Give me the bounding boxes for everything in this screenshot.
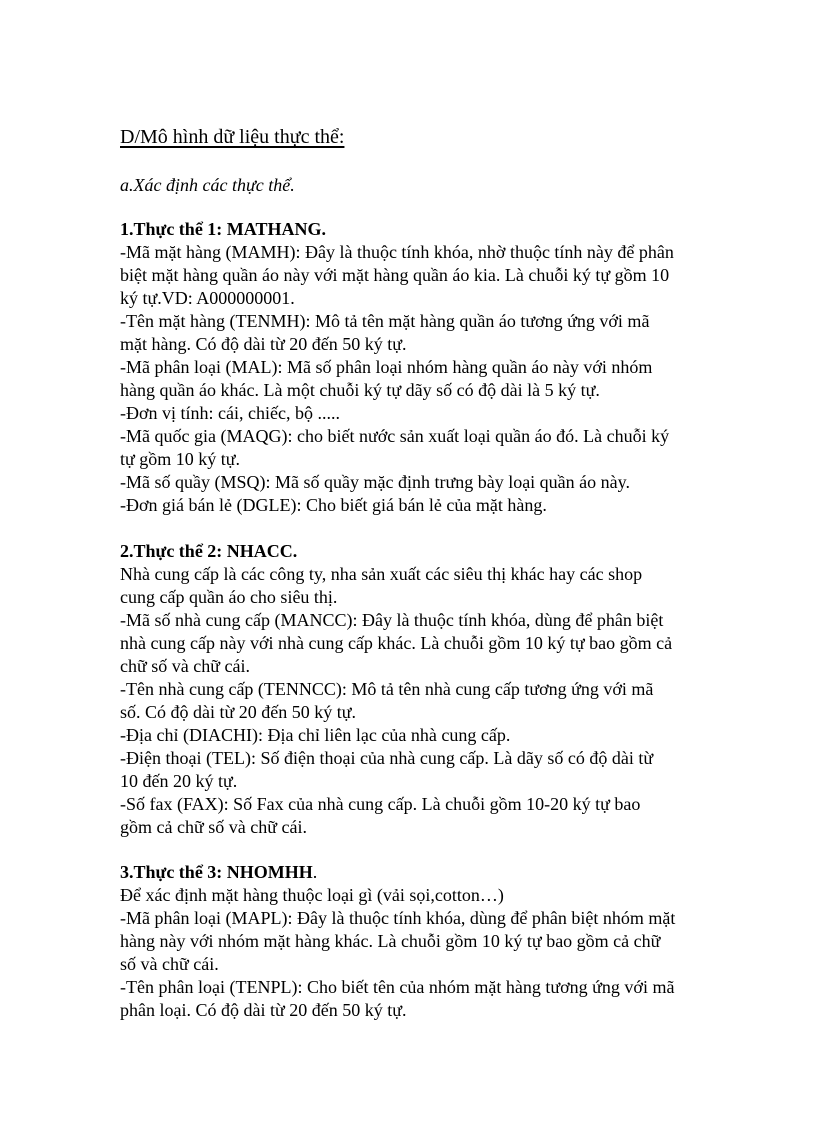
paragraph-line: -Điện thoại (TEL): Số điện thoại của nhà cung cấp. Là dãy số có độ dài từ — [120, 748, 654, 768]
entity-title-text: 3.Thực thể 3: NHOMHH — [120, 862, 313, 882]
paragraph-line: chữ số và chữ cái. — [120, 656, 250, 676]
paragraph-line: -Đơn giá bán lẻ (DGLE): Cho biết giá bán lẻ của mặt hàng. — [120, 495, 547, 515]
paragraph-line: -Mã số nhà cung cấp (MANCC): Đây là thuộc tính khóa, dùng để phân biệt — [120, 610, 664, 630]
paragraph-line: -Mã mặt hàng (MAMH): Đây là thuộc tính khóa, nhờ thuộc tính này để phân — [120, 242, 674, 262]
paragraph-line: hàng này với nhóm mặt hàng khác. Là chuỗi gồm 10 ký tự bao gồm cả chữ — [120, 931, 661, 951]
paragraph-line: -Mã phân loại (MAPL): Đây là thuộc tính khóa, dùng để phân biệt nhóm mặt — [120, 908, 676, 928]
paragraph-line: tự gồm 10 ký tự. — [120, 449, 241, 469]
paragraph-line: -Mã quốc gia (MAQG): cho biết nước sản xuất loại quần áo đó. Là chuỗi ký — [120, 426, 670, 446]
paragraph-line: -Mã số quầy (MSQ): Mã số quầy mặc định trưng bày loại quần áo này. — [120, 472, 630, 492]
paragraph-line: phân loại. Có độ dài từ 20 đến 50 ký tự. — [120, 1000, 407, 1020]
entity-section-nhacc — [120, 540, 720, 839]
entity-section-mathang — [120, 218, 720, 517]
entity-title-suffix: . — [312, 862, 318, 882]
section-heading: D/Mô hình dữ liệu thực thể: — [120, 126, 345, 148]
paragraph-line: số. Có độ dài từ 20 đến 50 ký tự. — [120, 702, 357, 722]
entity-title: 1.Thực thể 1: MATHANG. — [120, 219, 326, 239]
paragraph-line: -Tên nhà cung cấp (TENNCC): Mô tả tên nhà cung cấp tương ứng với mã — [120, 679, 654, 699]
paragraph-line: mặt hàng. Có độ dài từ 20 đến 50 ký tự. — [120, 334, 407, 354]
paragraph-line: -Tên phân loại (TENPL): Cho biết tên của nhóm mặt hàng tương ứng với mã — [120, 977, 675, 997]
paragraph-line: biệt mặt hàng quần áo này với mặt hàng quần áo kia. Là chuỗi ký tự gồm 10 — [120, 265, 670, 285]
paragraph-line: cung cấp quần áo cho siêu thị. — [120, 587, 338, 607]
paragraph-line: hàng quần áo khác. Là một chuỗi ký tự dãy số có độ dài là 5 ký tự. — [120, 380, 600, 400]
paragraph-line: gồm cả chữ số và chữ cái. — [120, 817, 307, 837]
paragraph-line: Nhà cung cấp là các công ty, nha sản xuất các siêu thị khác hay các shop — [120, 564, 643, 584]
paragraph-line: -Số fax (FAX): Số Fax của nhà cung cấp. Là chuỗi gồm 10-20 ký tự bao — [120, 794, 641, 814]
entity-section-nhomhh — [120, 861, 720, 1022]
paragraph-line: Để xác định mặt hàng thuộc loại gì (vải sọi,cotton…) — [120, 885, 504, 905]
entity-title: 2.Thực thể 2: NHACC. — [120, 541, 298, 561]
paragraph-line: số và chữ cái. — [120, 954, 219, 974]
entity-title — [120, 861, 720, 884]
paragraph-line: ký tự.VD: A000000001. — [120, 288, 295, 308]
paragraph-line: -Mã phân loại (MAL): Mã số phân loại nhóm hàng quần áo này với nhóm — [120, 357, 653, 377]
paragraph-line: -Tên mặt hàng (TENMH): Mô tả tên mặt hàng quần áo tương ứng với mã — [120, 311, 650, 331]
paragraph-line: -Đơn vị tính: cái, chiếc, bộ ..... — [120, 403, 340, 423]
paragraph-line: -Địa chỉ (DIACHI): Địa chỉ liên lạc của nhà cung cấp. — [120, 725, 511, 745]
subsection-heading: a.Xác định các thực thể. — [120, 175, 295, 195]
paragraph-line: 10 đến 20 ký tự. — [120, 771, 238, 791]
paragraph-line: nhà cung cấp này với nhà cung cấp khác. Là chuỗi gồm 10 ký tự bao gồm cả — [120, 633, 673, 653]
